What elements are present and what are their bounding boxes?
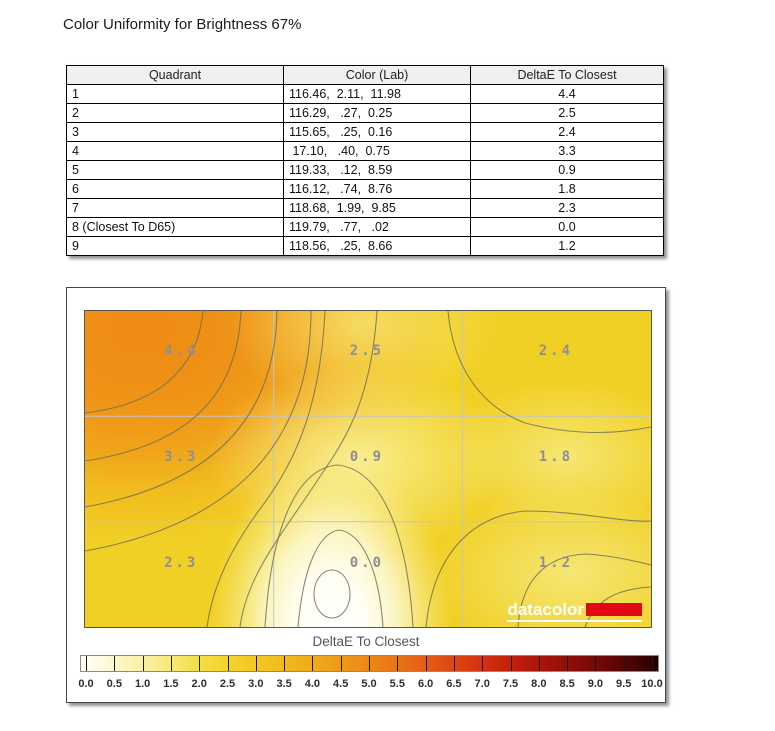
colorbar-tick-label: 2.0 <box>191 678 207 690</box>
colorbar-tick <box>397 656 398 671</box>
table-row <box>67 104 664 123</box>
colorbar-tick-label: 5.5 <box>389 678 405 690</box>
uniformity-table <box>66 65 664 256</box>
colorbar-tick <box>86 656 87 671</box>
colorbar-tick-label: 7.5 <box>502 678 519 690</box>
colorbar-tick-label: 8.5 <box>559 678 575 690</box>
quadrant-delta-label: 1.8 <box>538 449 574 466</box>
quadrant-cell: 4 <box>67 142 284 161</box>
contour-plot <box>84 310 652 628</box>
deltae-cell: 0.0 <box>471 218 664 237</box>
table-row <box>67 161 664 180</box>
quadrant-cell: 7 <box>67 199 284 218</box>
quadrant-cell: 8 (Closest To D65) <box>67 218 284 237</box>
colorbar-tick-label: 1.5 <box>163 678 179 690</box>
colorbar-tick-label: 3.0 <box>248 678 264 690</box>
color-lab-cell: 119.33, .12, 8.59 <box>284 161 471 180</box>
color-lab-cell: 115.65, .25, 0.16 <box>284 123 471 142</box>
table-header-row <box>67 66 664 85</box>
deltae-cell: 2.3 <box>471 199 664 218</box>
quadrant-delta-label: 3.3 <box>164 449 199 466</box>
colorbar-tick <box>256 656 257 671</box>
colorbar-title: DeltaE To Closest <box>312 634 420 649</box>
colorbar-tick-label: 3.5 <box>276 678 292 690</box>
colorbar-tick-label: 4.5 <box>333 678 349 690</box>
colorbar-tick <box>567 656 568 671</box>
deltae-cell: 4.4 <box>471 85 664 104</box>
colorbar-tick-label: 9.5 <box>616 678 632 690</box>
quadrant-cell: 3 <box>67 123 284 142</box>
colorbar-tick-label: 6.0 <box>417 678 434 690</box>
quadrant-cell: 1 <box>67 85 284 104</box>
datacolor-logo <box>507 601 642 622</box>
table-row <box>67 142 664 161</box>
table-row <box>67 85 664 104</box>
datacolor-logo-text: datacolor <box>507 600 584 619</box>
colorbar-tick-label: 7.0 <box>474 678 490 690</box>
quadrant-delta-label: 4.4 <box>164 343 199 360</box>
colorbar-tick <box>624 656 625 671</box>
color-lab-cell: 116.12, .74, 8.76 <box>284 180 471 199</box>
chart-panel <box>66 287 666 703</box>
table-row <box>67 218 664 237</box>
colorbar-tick-label: 1.0 <box>134 678 151 690</box>
deltae-cell: 1.8 <box>471 180 664 199</box>
colorbar-tick-label: 0.0 <box>78 678 94 690</box>
col-header-deltae: DeltaE To Closest <box>471 66 664 85</box>
deltae-cell: 2.4 <box>471 123 664 142</box>
colorbar <box>80 655 659 672</box>
datacolor-logo-red-bar <box>586 603 642 616</box>
colorbar-tick <box>143 656 144 671</box>
colorbar-tick-label: 10.0 <box>641 678 663 690</box>
table-row <box>67 237 664 256</box>
colorbar-tick-label: 8.0 <box>531 678 547 690</box>
table-row <box>67 123 664 142</box>
quadrant-delta-label: 2.5 <box>349 343 385 360</box>
colorbar-tick <box>199 656 200 671</box>
colorbar-tick <box>228 656 229 671</box>
color-lab-cell: 17.10, .40, 0.75 <box>284 142 471 161</box>
colorbar-tick <box>539 656 540 671</box>
color-lab-cell: 118.56, .25, 8.66 <box>284 237 471 256</box>
colorbar-tick <box>511 656 512 671</box>
colorbar-tick-label: 6.5 <box>446 678 462 690</box>
quadrant-delta-label: 2.3 <box>164 555 199 572</box>
deltae-cell: 3.3 <box>471 142 664 161</box>
color-lab-cell: 118.68, 1.99, 9.85 <box>284 199 471 218</box>
colorbar-tick <box>454 656 455 671</box>
page-title: Color Uniformity for Brightness 67% <box>63 16 302 33</box>
quadrant-cell: 5 <box>67 161 284 180</box>
col-header-color-lab: Color (Lab) <box>284 66 471 85</box>
color-lab-cell: 116.29, .27, 0.25 <box>284 104 471 123</box>
colorbar-tick-label: 5.0 <box>361 678 377 690</box>
col-header-quadrant: Quadrant <box>67 66 284 85</box>
deltae-cell: 1.2 <box>471 237 664 256</box>
colorbar-tick <box>652 656 653 671</box>
quadrant-cell: 6 <box>67 180 284 199</box>
colorbar-tick <box>595 656 596 671</box>
colorbar-tick-label: 0.5 <box>106 678 122 690</box>
colorbar-tick <box>482 656 483 671</box>
quadrant-delta-label: 2.4 <box>538 343 574 360</box>
colorbar-tick <box>114 656 115 671</box>
colorbar-tick <box>426 656 427 671</box>
colorbar-tick <box>341 656 342 671</box>
colorbar-tick-label: 4.0 <box>304 678 321 690</box>
quadrant-delta-label: 0.9 <box>349 449 385 466</box>
colorbar-tick <box>312 656 313 671</box>
colorbar-tick <box>171 656 172 671</box>
color-lab-cell: 119.79, .77, .02 <box>284 218 471 237</box>
deltae-cell: 0.9 <box>471 161 664 180</box>
table-row <box>67 199 664 218</box>
deltae-cell: 2.5 <box>471 104 664 123</box>
quadrant-delta-label: 0.0 <box>349 555 385 572</box>
colorbar-tick-label: 9.0 <box>587 678 604 690</box>
quadrant-cell: 9 <box>67 237 284 256</box>
quadrant-delta-label: 1.2 <box>538 555 574 572</box>
colorbar-tick <box>369 656 370 671</box>
colorbar-tick <box>284 656 285 671</box>
color-lab-cell: 116.46, 2.11, 11.98 <box>284 85 471 104</box>
colorbar-tick-label: 2.5 <box>219 678 236 690</box>
quadrant-cell: 2 <box>67 104 284 123</box>
table-row <box>67 180 664 199</box>
